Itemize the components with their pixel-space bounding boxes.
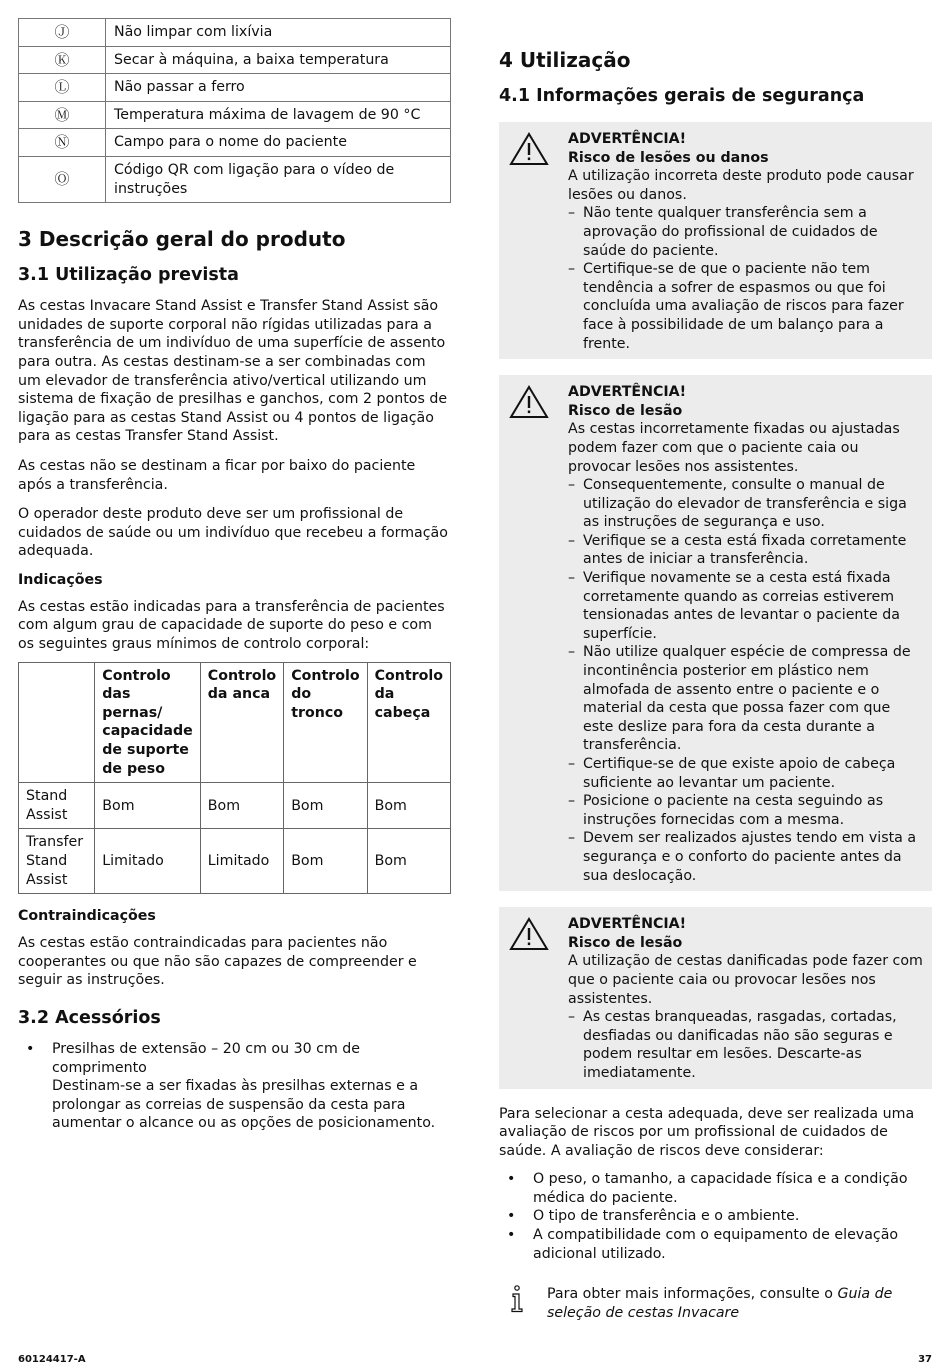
table-cell: Limitado <box>95 829 201 894</box>
warning-text: A utilização incorreta deste produto pode causar lesões ou danos. <box>568 168 914 203</box>
list-item: – Verifique novamente se a cesta está fixada corretamente quando as correias estiverem tensionadas antes de levantar o paciente da superfície. <box>568 569 924 643</box>
table-cell: Transfer Stand Assist <box>19 829 95 894</box>
intended-use-paragraph: As cestas Invacare Stand Assist e Transfer Stand Assist são unidades de suporte corporal não rígidas utilizadas para a transferência de um indivíduo de uma superfície de assento para outra. As cestas destinam-se a ser combinadas com um elevador de transferência ativo/vertical utilizando um sistema de fixação de presilhas e ganchos, com 2 pontos de ligação para as cestas Stand Assist ou 4 pontos de ligação para as cestas Transfer Stand Assist. <box>18 298 448 445</box>
section-4-1-heading: 4.1 Informações gerais de segurança <box>499 86 865 106</box>
list-item: • O peso, o tamanho, a capacidade física e a condição médica do paciente. <box>499 1170 932 1207</box>
info-icon <box>509 1285 525 1313</box>
list-item: • A compatibilidade com o equipamento de elevação adicional utilizado. <box>499 1226 932 1263</box>
section-4-heading: 4 Utilização <box>499 48 631 72</box>
table-cell: Stand Assist <box>19 783 95 829</box>
table-row <box>19 829 451 894</box>
list-item: – As cestas branqueadas, rasgadas, cortadas, desfiadas ou danificadas não são seguras e podem resultar em lesões. Descarte-as imediatamente. <box>568 1008 924 1082</box>
table-cell: Bom <box>284 783 367 829</box>
table-header-row <box>19 662 451 783</box>
legend-row <box>19 74 451 102</box>
contraindications-paragraph: As cestas estão contraindicadas para pacientes não cooperantes ou que não são capazes de compreender e seguir as instruções. <box>18 935 417 989</box>
warning-triangle-icon <box>509 917 549 951</box>
table-cell: Bom <box>367 829 450 894</box>
right-column <box>499 48 932 1322</box>
warning-label: ADVERTÊNCIA! <box>568 916 687 933</box>
warning-box <box>499 907 932 1088</box>
accessory-description: Destinam-se a ser fixadas às presilhas externas e a prolongar as correias de suspensão da cesta para aumentar o alcance ou as opções de posicionamento. <box>52 1078 436 1132</box>
accessories-list <box>18 1040 451 1133</box>
info-prefix: Para obter mais informações, consulte o <box>547 1286 838 1303</box>
legend-text: Secar à máquina, a baixa temperatura <box>106 46 451 74</box>
table-header-cell: Controlo da cabeça <box>367 662 450 783</box>
list-item: – Verifique se a cesta está fixada corretamente antes de iniciar a transferência. <box>568 532 924 569</box>
list-item: – Certifique-se de que o paciente não tem tendência a sofrer de espasmos ou que foi concluída uma avaliação de riscos para fazer face à possibilidade de um balanço para a frente. <box>568 260 924 353</box>
document-number: 60124417-A <box>18 1354 86 1365</box>
indications-heading: Indicações <box>18 571 103 588</box>
warning-triangle-icon <box>509 385 549 419</box>
list-item: – Não utilize qualquer espécie de compressa de incontinência posterior em plástico nem almofada de assento entre o paciente e o material da cesta que possa fazer com que este deslize para fora da cesta durante a transferência. <box>568 643 924 755</box>
table-cell: Bom <box>95 783 201 829</box>
table-cell: Limitado <box>200 829 283 894</box>
legend-row <box>19 19 451 47</box>
legend-symbol: Ⓞ <box>19 156 106 202</box>
warning-text: As cestas incorretamente fixadas ou ajustadas podem fazer com que o paciente caia ou provocar lesões nos assistentes. <box>568 421 900 475</box>
list-item: – Devem ser realizados ajustes tendo em vista a segurança e o conforto do paciente antes da sua deslocação. <box>568 829 924 885</box>
table-header-cell: Controlo das pernas/ capacidade de suporte de peso <box>95 662 201 783</box>
warning-triangle-icon <box>509 132 549 166</box>
warning-risk: Risco de lesões ou danos <box>568 149 769 166</box>
warning-items <box>568 204 924 353</box>
legend-row <box>19 101 451 129</box>
contraindications-heading: Contraindicações <box>18 908 156 925</box>
page-number: 37 <box>918 1354 932 1365</box>
legend-row <box>19 46 451 74</box>
table-header-cell <box>19 662 95 783</box>
list-item: – Posicione o paciente na cesta seguindo as instruções fornecidas com a mesma. <box>568 792 924 829</box>
after-transfer-paragraph: As cestas não se destinam a ficar por baixo do paciente após a transferência. <box>18 457 416 493</box>
section-3-2-heading: 3.2 Acessórios <box>18 1007 161 1028</box>
legend-text: Temperatura máxima de lavagem de 90 °C <box>106 101 451 129</box>
symbol-legend-table <box>18 18 451 203</box>
left-column <box>18 18 451 1133</box>
legend-symbol: Ⓝ <box>19 129 106 157</box>
legend-text: Código QR com ligação para o vídeo de instruções <box>106 156 451 202</box>
list-item: – Não tente qualquer transferência sem a aprovação do profissional de cuidados de saúde do paciente. <box>568 204 924 260</box>
table-cell: Bom <box>284 829 367 894</box>
warning-label: ADVERTÊNCIA! <box>568 384 687 401</box>
body-control-table <box>18 662 451 895</box>
legend-symbol: Ⓚ <box>19 46 106 74</box>
list-item <box>18 1040 451 1133</box>
selection-paragraph: Para selecionar a cesta adequada, deve ser realizada uma avaliação de riscos por um profissional de cuidados de saúde. A avaliação de riscos deve considerar: <box>499 1105 915 1159</box>
info-text <box>547 1285 932 1322</box>
legend-text: Não limpar com lixívia <box>106 19 451 47</box>
legend-row <box>19 129 451 157</box>
warning-risk: Risco de lesão <box>568 934 683 951</box>
warning-risk: Risco de lesão <box>568 402 683 419</box>
section-3-1-heading: 3.1 Utilização prevista <box>18 265 239 286</box>
warning-text: A utilização de cestas danificadas pode fazer com que o paciente caia ou provocar lesões nos assistentes. <box>568 953 923 1007</box>
warning-label: ADVERTÊNCIA! <box>568 131 687 147</box>
risk-assessment-list <box>499 1170 932 1263</box>
table-cell: Bom <box>367 783 450 829</box>
list-item: – Consequentemente, consulte o manual de utilização do elevador de transferência e siga as instruções de segurança e uso. <box>568 476 924 532</box>
table-row <box>19 783 451 829</box>
accessory-title: Presilhas de extensão – 20 cm ou 30 cm de comprimento <box>52 1040 361 1076</box>
indications-paragraph: As cestas estão indicadas para a transferência de pacientes com algum grau de capacidade de suporte do peso e com os seguintes graus mínimos de controlo corporal: <box>18 598 445 653</box>
legend-symbol: Ⓛ <box>19 74 106 102</box>
operator-paragraph: O operador deste produto deve ser um profissional de cuidados de saúde ou um indivíduo que recebeu a formação adequada. <box>18 506 448 560</box>
table-header-cell: Controlo da anca <box>200 662 283 783</box>
legend-row <box>19 156 451 202</box>
warning-box <box>499 375 932 891</box>
selection-guide-reference: Guia de seleção de cestas Invacare <box>547 1286 893 1321</box>
warning-items <box>568 1008 924 1082</box>
section-3-heading: 3 Descrição geral do produto <box>18 227 346 252</box>
legend-symbol: Ⓜ <box>19 101 106 129</box>
list-item: – Certifique-se de que existe apoio de cabeça suficiente ao levantar um paciente. <box>568 755 924 792</box>
table-header-cell: Controlo do tronco <box>284 662 367 783</box>
warning-items <box>568 476 924 885</box>
info-note <box>499 1285 932 1322</box>
warning-box <box>499 122 932 359</box>
legend-text: Campo para o nome do paciente <box>106 129 451 157</box>
legend-symbol: Ⓙ <box>19 19 106 47</box>
legend-text: Não passar a ferro <box>106 74 451 102</box>
list-item: • O tipo de transferência e o ambiente. <box>499 1207 932 1226</box>
table-cell: Bom <box>200 783 283 829</box>
